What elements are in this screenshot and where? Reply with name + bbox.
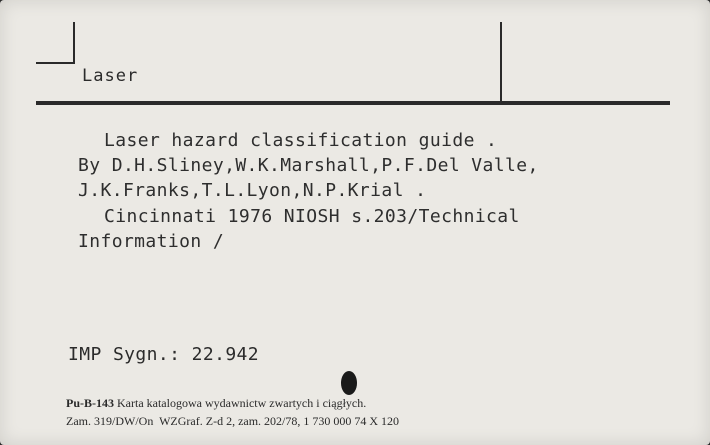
publication-line: Cincinnati 1976 NIOSH s.203/Technical — [104, 206, 520, 227]
title-line: Laser hazard classification guide . — [104, 130, 498, 151]
authors-line-2: J.K.Franks,T.L.Lyon,N.P.Krial . — [78, 180, 427, 201]
footer-form-code: Pu-B-143 — [66, 396, 114, 410]
punch-hole — [341, 371, 357, 395]
series-line: Information / — [78, 231, 225, 252]
footer-form-description: Karta katalogowa wydawnictw zwartych i ciągłych. — [117, 396, 367, 410]
corner-mark-vertical — [73, 22, 75, 64]
heading-divider — [500, 22, 502, 102]
subject-heading: Laser — [82, 66, 139, 86]
call-number: IMP Sygn.: 22.942 — [68, 344, 260, 365]
footer-line-1 — [66, 396, 366, 411]
authors-line-1: By D.H.Sliney,W.K.Marshall,P.F.Del Valle, — [78, 155, 539, 176]
corner-mark-horizontal — [36, 62, 75, 64]
heading-rule — [36, 101, 670, 105]
footer-line-2: Zam. 319/DW/On WZGraf. Z-d 2, zam. 202/78, 1 730 000 74 X 120 — [66, 414, 400, 428]
